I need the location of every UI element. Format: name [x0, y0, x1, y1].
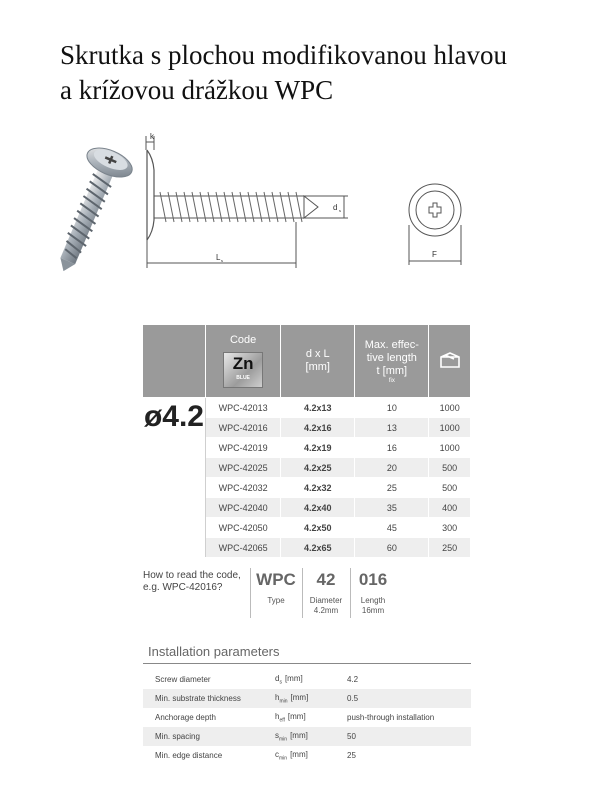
- header-max-line2: tive length: [366, 351, 417, 364]
- header-diameter-cell: [143, 325, 205, 398]
- row-tfix: 25: [355, 478, 429, 498]
- row-qty: 1000: [429, 438, 471, 458]
- param-symbol-letter: h: [275, 711, 280, 721]
- d-label: d: [333, 203, 338, 212]
- param-symbol: [275, 689, 335, 708]
- param-symbol-sub: eff: [279, 717, 285, 724]
- header-max-length-cell: [355, 325, 429, 398]
- installation-row: [143, 689, 471, 708]
- param-symbol-letter: s: [275, 730, 279, 740]
- code-part-length-label: Length: [360, 596, 386, 605]
- row-code: WPC-42040: [205, 498, 280, 518]
- code-part-type-value: WPC: [256, 570, 296, 589]
- param-name: Min. substrate thickness: [143, 689, 275, 708]
- param-value: 4.2: [347, 675, 359, 684]
- screw-photo: [55, 132, 135, 277]
- row-size: 4.2x50: [281, 518, 355, 538]
- row-size: 4.2x40: [281, 498, 355, 518]
- header-max-line1: Max. effec-: [364, 338, 419, 351]
- row-size: 4.2x19: [281, 438, 355, 458]
- title-line-2: a krížovou drážkou WPC: [60, 75, 334, 105]
- code-part-type: [253, 568, 299, 606]
- box-icon: [439, 351, 461, 369]
- how-to-read-label: [143, 570, 241, 594]
- code-divider-1: [250, 568, 251, 618]
- row-code: WPC-42065: [205, 538, 280, 558]
- installation-row: [143, 727, 471, 746]
- installation-row: [143, 746, 471, 765]
- param-symbol-sub: min: [279, 736, 288, 743]
- row-tfix: 60: [355, 538, 429, 558]
- row-size: 4.2x13: [281, 398, 355, 418]
- row-code: WPC-42032: [205, 478, 280, 498]
- row-tfix: 10: [355, 398, 429, 418]
- d-sub: s: [339, 208, 341, 213]
- row-qty: 1000: [429, 398, 471, 418]
- param-symbol-sub: s: [279, 679, 282, 686]
- code-part-diameter-label: Diameter: [309, 596, 343, 605]
- param-symbol: [275, 670, 335, 689]
- param-symbol-letter: d: [275, 673, 280, 683]
- row-qty: 1000: [429, 418, 471, 438]
- code-part-length-detail: 16mm: [361, 606, 385, 615]
- table-row: [143, 398, 471, 418]
- header-dimension-cell: [281, 325, 355, 398]
- header-max-line3: t [mm]: [376, 364, 408, 377]
- header-code: Code: [229, 334, 257, 346]
- code-part-length-value: 016: [358, 570, 388, 589]
- param-value: push-through installation: [347, 713, 435, 722]
- code-part-type-label: Type: [267, 596, 285, 605]
- row-size: 4.2x65: [281, 538, 355, 558]
- param-unit: [mm]: [290, 749, 308, 759]
- row-code: WPC-42019: [205, 438, 280, 458]
- param-name: Screw diameter: [155, 675, 211, 684]
- title-line-1: Skrutka s plochou modifikovanou hlavou: [60, 40, 507, 70]
- param-value: 0.5: [335, 689, 471, 708]
- installation-title: Installation parameters: [148, 644, 280, 659]
- row-tfix: 16: [355, 438, 429, 458]
- param-symbol-sub: min: [279, 755, 288, 762]
- param-unit: [mm]: [287, 711, 306, 721]
- param-symbol-sub: min: [279, 698, 288, 705]
- row-tfix: 20: [355, 458, 429, 478]
- screw-top-view-drawing: [405, 175, 470, 270]
- row-size: 4.2x25: [281, 458, 355, 478]
- header-dim-line2: [mm]: [305, 361, 330, 373]
- row-tfix: 35: [355, 498, 429, 518]
- product-table-header: [143, 325, 471, 398]
- code-part-length: [353, 568, 393, 616]
- diameter-label: ø4.2: [143, 398, 205, 558]
- row-code: WPC-42025: [205, 458, 280, 478]
- zn-sub-label: BLUE: [236, 375, 250, 381]
- installation-divider: [143, 663, 471, 664]
- installation-row: [143, 708, 471, 727]
- l-sub: s: [221, 258, 223, 263]
- product-table: [143, 325, 471, 558]
- row-qty: 500: [429, 478, 471, 498]
- code-part-diameter-detail: 4.2mm: [313, 606, 339, 615]
- param-value: 50: [335, 727, 471, 746]
- code-part-diameter-value: 42: [316, 570, 336, 589]
- header-pack-cell: [429, 325, 471, 398]
- row-code: WPC-42013: [205, 398, 280, 418]
- row-code: WPC-42050: [205, 518, 280, 538]
- row-tfix: 45: [355, 518, 429, 538]
- param-unit: [mm]: [284, 673, 303, 683]
- screw-side-drawing: [140, 130, 360, 270]
- page-title: [60, 38, 580, 108]
- how-to-read-line2: e.g. WPC-42016?: [143, 582, 223, 593]
- code-divider-2: [302, 568, 303, 618]
- row-qty: 500: [429, 458, 471, 478]
- param-value: 25: [347, 751, 356, 760]
- param-name: Anchorage depth: [155, 713, 216, 722]
- header-dim-line1: d x L: [305, 348, 330, 360]
- header-code-cell: [205, 325, 280, 398]
- param-symbol: [275, 746, 335, 765]
- param-name: Min. edge distance: [155, 751, 223, 760]
- row-size: 4.2x32: [281, 478, 355, 498]
- param-symbol: [275, 727, 335, 746]
- zn-label: Zn: [232, 354, 254, 373]
- zn-blue-badge: [223, 352, 263, 388]
- row-size: 4.2x16: [281, 418, 355, 438]
- l-label: L: [216, 253, 221, 262]
- row-qty: 250: [429, 538, 471, 558]
- row-qty: 400: [429, 498, 471, 518]
- param-symbol-letter: c: [275, 749, 279, 759]
- param-unit: [mm]: [290, 692, 309, 702]
- header-max-fix-sub: fix: [388, 377, 395, 384]
- code-part-diameter: [305, 568, 347, 616]
- installation-row: [143, 670, 471, 689]
- row-qty: 300: [429, 518, 471, 538]
- param-symbol-letter: h: [275, 692, 280, 702]
- param-unit: [mm]: [290, 730, 308, 740]
- param-name: Min. spacing: [143, 727, 275, 746]
- installation-table: [143, 670, 471, 765]
- k-label: k: [150, 132, 154, 141]
- f-label: F: [432, 250, 437, 259]
- code-divider-3: [350, 568, 351, 618]
- row-code: WPC-42016: [205, 418, 280, 438]
- param-symbol: [275, 708, 335, 727]
- row-tfix: 13: [355, 418, 429, 438]
- how-to-read-line1: How to read the code,: [143, 570, 241, 581]
